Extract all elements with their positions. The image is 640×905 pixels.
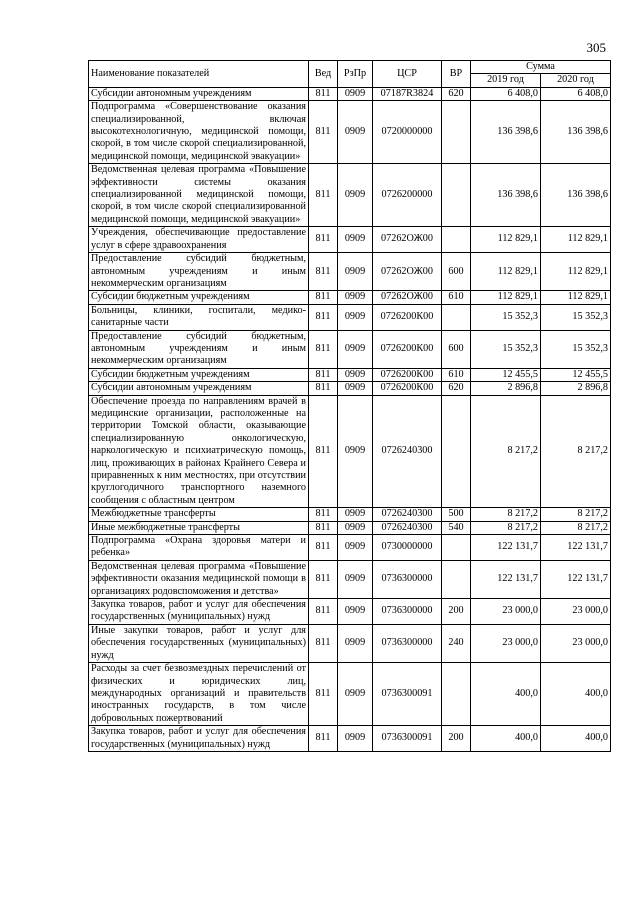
row-name: Предоставление субсидий бюджетным, автономным учреждениям и иным некоммерческим организациям (89, 253, 309, 291)
header-ved: Вед (309, 61, 338, 88)
row-vr (442, 560, 471, 598)
row-sum-2020: 8 217,2 (541, 521, 611, 534)
table-row (89, 560, 611, 598)
table-row (89, 87, 611, 100)
row-name: Обеспечение проезда по направлениям врачей в медицинские организации, расположенные на территории Томской области, оказывающие специализированную онкологическую, наркологическую и психиатрическую помощь, лиц, проживающих в районах Крайнего Севера и приравненных к ним местностях, при отсутствии круглогодичного транспортного наземного сообщения с областным центром (89, 395, 309, 508)
row-sum-2019: 23 000,0 (471, 624, 541, 662)
row-sum-2019: 15 352,3 (471, 304, 541, 330)
table-row (89, 663, 611, 726)
row-rzpr: 0909 (338, 291, 373, 304)
header-csr: ЦСР (373, 61, 442, 88)
row-sum-2019: 112 829,1 (471, 291, 541, 304)
row-rzpr: 0909 (338, 560, 373, 598)
row-vr (442, 164, 471, 227)
row-sum-2020: 8 217,2 (541, 508, 611, 521)
row-sum-2020: 15 352,3 (541, 330, 611, 368)
row-vr: 500 (442, 508, 471, 521)
row-rzpr: 0909 (338, 521, 373, 534)
row-ved: 811 (309, 624, 338, 662)
table-row (89, 726, 611, 752)
row-ved: 811 (309, 508, 338, 521)
row-sum-2019: 136 398,6 (471, 164, 541, 227)
row-name: Ведомственная целевая программа «Повышение эффективности системы оказания специализированной медицинской помощи, скорой, в том числе скорой специализированной медицинской помощи, медицинской эвакуации» (89, 164, 309, 227)
row-sum-2019: 12 455,5 (471, 368, 541, 381)
row-sum-2019: 112 829,1 (471, 253, 541, 291)
table-row (89, 382, 611, 395)
row-csr: 07262ОЖ00 (373, 253, 442, 291)
row-ved: 811 (309, 164, 338, 227)
table-header (89, 61, 611, 88)
row-rzpr: 0909 (338, 304, 373, 330)
row-csr: 0736300000 (373, 599, 442, 625)
row-csr: 0736300000 (373, 560, 442, 598)
row-vr (442, 304, 471, 330)
row-sum-2020: 400,0 (541, 726, 611, 752)
row-sum-2020: 122 131,7 (541, 535, 611, 561)
row-vr: 240 (442, 624, 471, 662)
table-row (89, 101, 611, 164)
row-rzpr: 0909 (338, 87, 373, 100)
row-ved: 811 (309, 253, 338, 291)
row-vr (442, 395, 471, 508)
row-csr: 0736300091 (373, 663, 442, 726)
row-name: Иные межбюджетные трансферты (89, 521, 309, 534)
table-row (89, 521, 611, 534)
row-sum-2020: 23 000,0 (541, 624, 611, 662)
header-rzpr: РзПр (338, 61, 373, 88)
table-row (89, 599, 611, 625)
row-sum-2019: 400,0 (471, 663, 541, 726)
row-rzpr: 0909 (338, 101, 373, 164)
row-name: Предоставление субсидий бюджетным, автономным учреждениям и иным некоммерческим организациям (89, 330, 309, 368)
row-sum-2019: 2 896,8 (471, 382, 541, 395)
row-ved: 811 (309, 599, 338, 625)
row-csr: 0726200000 (373, 164, 442, 227)
row-sum-2019: 400,0 (471, 726, 541, 752)
row-ved: 811 (309, 291, 338, 304)
row-rzpr: 0909 (338, 624, 373, 662)
row-rzpr: 0909 (338, 726, 373, 752)
row-csr: 0720000000 (373, 101, 442, 164)
row-sum-2019: 112 829,1 (471, 227, 541, 253)
row-sum-2020: 122 131,7 (541, 560, 611, 598)
row-name: Межбюджетные трансферты (89, 508, 309, 521)
row-sum-2020: 400,0 (541, 663, 611, 726)
table-row (89, 535, 611, 561)
row-vr: 620 (442, 87, 471, 100)
row-rzpr: 0909 (338, 253, 373, 291)
table-row (89, 395, 611, 508)
row-vr: 600 (442, 330, 471, 368)
table-row (89, 291, 611, 304)
header-year-2019: 2019 год (471, 74, 541, 87)
budget-table (88, 60, 611, 752)
header-sum: Сумма (471, 61, 611, 74)
row-csr: 07262ОЖ00 (373, 291, 442, 304)
row-csr: 0730000000 (373, 535, 442, 561)
row-name: Закупка товаров, работ и услуг для обеспечения государственных (муниципальных) нужд (89, 599, 309, 625)
row-csr: 07262ОЖ00 (373, 227, 442, 253)
row-csr: 0736300000 (373, 624, 442, 662)
row-sum-2019: 8 217,2 (471, 395, 541, 508)
row-vr: 600 (442, 253, 471, 291)
table-row (89, 330, 611, 368)
row-sum-2019: 122 131,7 (471, 535, 541, 561)
row-csr: 0726200К00 (373, 330, 442, 368)
row-rzpr: 0909 (338, 599, 373, 625)
table-row (89, 368, 611, 381)
row-rzpr: 0909 (338, 330, 373, 368)
row-name: Ведомственная целевая программа «Повышение эффективности оказания медицинской помощи в организациях родовспоможения и детства» (89, 560, 309, 598)
row-sum-2019: 6 408,0 (471, 87, 541, 100)
header-name: Наименование показателей (89, 61, 309, 88)
row-name: Закупка товаров, работ и услуг для обеспечения государственных (муниципальных) нужд (89, 726, 309, 752)
row-ved: 811 (309, 368, 338, 381)
row-ved: 811 (309, 304, 338, 330)
row-ved: 811 (309, 535, 338, 561)
table-row (89, 508, 611, 521)
row-rzpr: 0909 (338, 382, 373, 395)
row-name: Больницы, клиники, госпитали, медико-санитарные части (89, 304, 309, 330)
row-ved: 811 (309, 395, 338, 508)
row-sum-2019: 15 352,3 (471, 330, 541, 368)
row-vr: 610 (442, 291, 471, 304)
row-csr: 0736300091 (373, 726, 442, 752)
row-vr (442, 227, 471, 253)
row-name: Учреждения, обеспечивающие предоставление услуг в сфере здравоохранения (89, 227, 309, 253)
row-name: Субсидии автономным учреждениям (89, 87, 309, 100)
row-vr: 610 (442, 368, 471, 381)
row-vr (442, 535, 471, 561)
row-ved: 811 (309, 560, 338, 598)
table-body (89, 87, 611, 751)
row-name: Субсидии бюджетным учреждениям (89, 291, 309, 304)
header-vr: ВР (442, 61, 471, 88)
row-ved: 811 (309, 382, 338, 395)
row-sum-2019: 23 000,0 (471, 599, 541, 625)
row-sum-2020: 12 455,5 (541, 368, 611, 381)
row-csr: 0726240300 (373, 395, 442, 508)
row-csr: 0726200К00 (373, 368, 442, 381)
row-sum-2020: 136 398,6 (541, 101, 611, 164)
row-csr: 0726200К00 (373, 304, 442, 330)
table-row (89, 624, 611, 662)
row-name: Иные закупки товаров, работ и услуг для обеспечения государственных (муниципальных) нужд (89, 624, 309, 662)
row-csr: 0726240300 (373, 521, 442, 534)
row-vr (442, 101, 471, 164)
row-sum-2020: 112 829,1 (541, 227, 611, 253)
row-sum-2020: 136 398,6 (541, 164, 611, 227)
row-sum-2020: 112 829,1 (541, 291, 611, 304)
row-csr: 0726200К00 (373, 382, 442, 395)
row-sum-2020: 15 352,3 (541, 304, 611, 330)
table-row (89, 227, 611, 253)
row-ved: 811 (309, 101, 338, 164)
row-sum-2020: 23 000,0 (541, 599, 611, 625)
row-sum-2019: 122 131,7 (471, 560, 541, 598)
row-vr: 200 (442, 726, 471, 752)
row-csr: 0726240300 (373, 508, 442, 521)
row-name: Подпрограмма «Совершенствование оказания специализированной, включая высокотехнологичную, медицинской помощи, скорой, в том числе скорой специализированной, медицинской помощи, медицинской эвакуации» (89, 101, 309, 164)
table-row (89, 304, 611, 330)
row-rzpr: 0909 (338, 663, 373, 726)
row-rzpr: 0909 (338, 164, 373, 227)
row-ved: 811 (309, 227, 338, 253)
row-name: Субсидии бюджетным учреждениям (89, 368, 309, 381)
row-ved: 811 (309, 663, 338, 726)
row-name: Расходы за счет безвозмездных перечислений от физических и юридических лиц, международных организаций и правительств иностранных государств, в том числе добровольных пожертвований (89, 663, 309, 726)
row-ved: 811 (309, 87, 338, 100)
row-ved: 811 (309, 330, 338, 368)
row-sum-2020: 8 217,2 (541, 395, 611, 508)
table-row (89, 253, 611, 291)
row-sum-2019: 136 398,6 (471, 101, 541, 164)
row-csr: 07187R3824 (373, 87, 442, 100)
row-sum-2019: 8 217,2 (471, 508, 541, 521)
row-rzpr: 0909 (338, 395, 373, 508)
row-rzpr: 0909 (338, 368, 373, 381)
table-row (89, 164, 611, 227)
row-sum-2020: 112 829,1 (541, 253, 611, 291)
page-number: 305 (586, 40, 606, 55)
row-rzpr: 0909 (338, 508, 373, 521)
row-ved: 811 (309, 521, 338, 534)
row-name: Субсидии автономным учреждениям (89, 382, 309, 395)
row-ved: 811 (309, 726, 338, 752)
row-sum-2019: 8 217,2 (471, 521, 541, 534)
row-vr: 540 (442, 521, 471, 534)
row-sum-2020: 6 408,0 (541, 87, 611, 100)
row-name: Подпрограмма «Охрана здоровья матери и ребенка» (89, 535, 309, 561)
header-year-2020: 2020 год (541, 74, 611, 87)
row-rzpr: 0909 (338, 227, 373, 253)
row-vr: 200 (442, 599, 471, 625)
row-sum-2020: 2 896,8 (541, 382, 611, 395)
row-vr: 620 (442, 382, 471, 395)
row-rzpr: 0909 (338, 535, 373, 561)
row-vr (442, 663, 471, 726)
